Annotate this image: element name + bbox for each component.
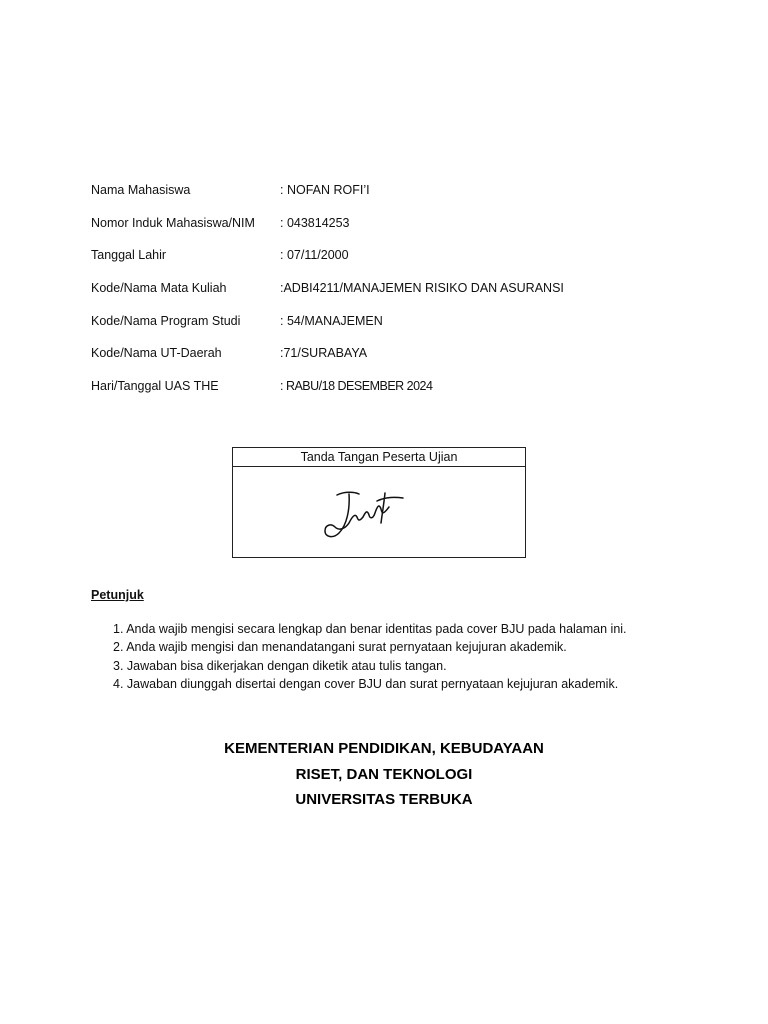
- region-row: [91, 344, 711, 377]
- region-label: Kode/Nama UT-Daerah: [91, 346, 222, 361]
- study-program-row: [91, 312, 711, 345]
- exam-date-row: [91, 377, 711, 410]
- course-row: [91, 279, 711, 312]
- study-program-label: Kode/Nama Program Studi: [91, 313, 241, 328]
- instruction-item: 2. Anda wajib mengisi dan menandatangani surat pernyataan kejujuran akademik.: [113, 640, 567, 655]
- region-value: :71/SURABAYA: [280, 346, 368, 361]
- student-name-label: Nama Mahasiswa: [91, 183, 191, 197]
- student-id-value: : 043814253: [280, 215, 350, 230]
- student-id-row: [91, 214, 711, 247]
- exam-date-label: Hari/Tanggal UAS THE: [91, 379, 219, 394]
- student-id-label: Nomor Induk Mahasiswa/NIM: [91, 215, 255, 230]
- exam-date-value: : RABU/18 DESEMBER 2024: [280, 379, 433, 394]
- student-name-value: : NOFAN ROFI’I: [280, 183, 370, 197]
- handwritten-signature: [319, 489, 409, 543]
- instruction-item: 3. Jawaban bisa dikerjakan dengan diketik atau tulis tangan.: [113, 658, 447, 673]
- study-program-value: : 54/MANAJEMEN: [280, 313, 383, 328]
- ministry-name-line-1: KEMENTERIAN PENDIDIKAN, KEBUDAYAAN: [224, 740, 544, 757]
- identity-block: [91, 181, 711, 410]
- course-value: :ADBI4211/MANAJEMEN RISIKO DAN ASURANSI: [280, 281, 564, 296]
- course-label: Kode/Nama Mata Kuliah: [91, 281, 227, 296]
- instructions-heading: Petunjuk: [91, 588, 144, 602]
- instruction-item: 4. Jawaban diunggah disertai dengan cover BJU dan surat pernyataan kejujuran akademik.: [113, 676, 619, 691]
- ministry-name-line-2: RISET, DAN TEKNOLOGI: [295, 765, 473, 783]
- signature-box-title: Tanda Tangan Peserta Ujian: [233, 448, 525, 467]
- instruction-item: 1. Anda wajib mengisi secara lengkap dan benar identitas pada cover BJU pada halaman ini.: [113, 622, 627, 636]
- birth-date-value: : 07/11/2000: [280, 248, 349, 263]
- signature-box: [232, 447, 526, 558]
- institution-footer: [0, 736, 768, 813]
- university-name: UNIVERSITAS TERBUKA: [295, 791, 473, 808]
- instructions-list: [113, 620, 627, 693]
- birth-date-row: [91, 246, 711, 279]
- birth-date-label: Tanggal Lahir: [91, 248, 167, 263]
- signature-area: [233, 467, 525, 557]
- student-name-row: [91, 181, 711, 214]
